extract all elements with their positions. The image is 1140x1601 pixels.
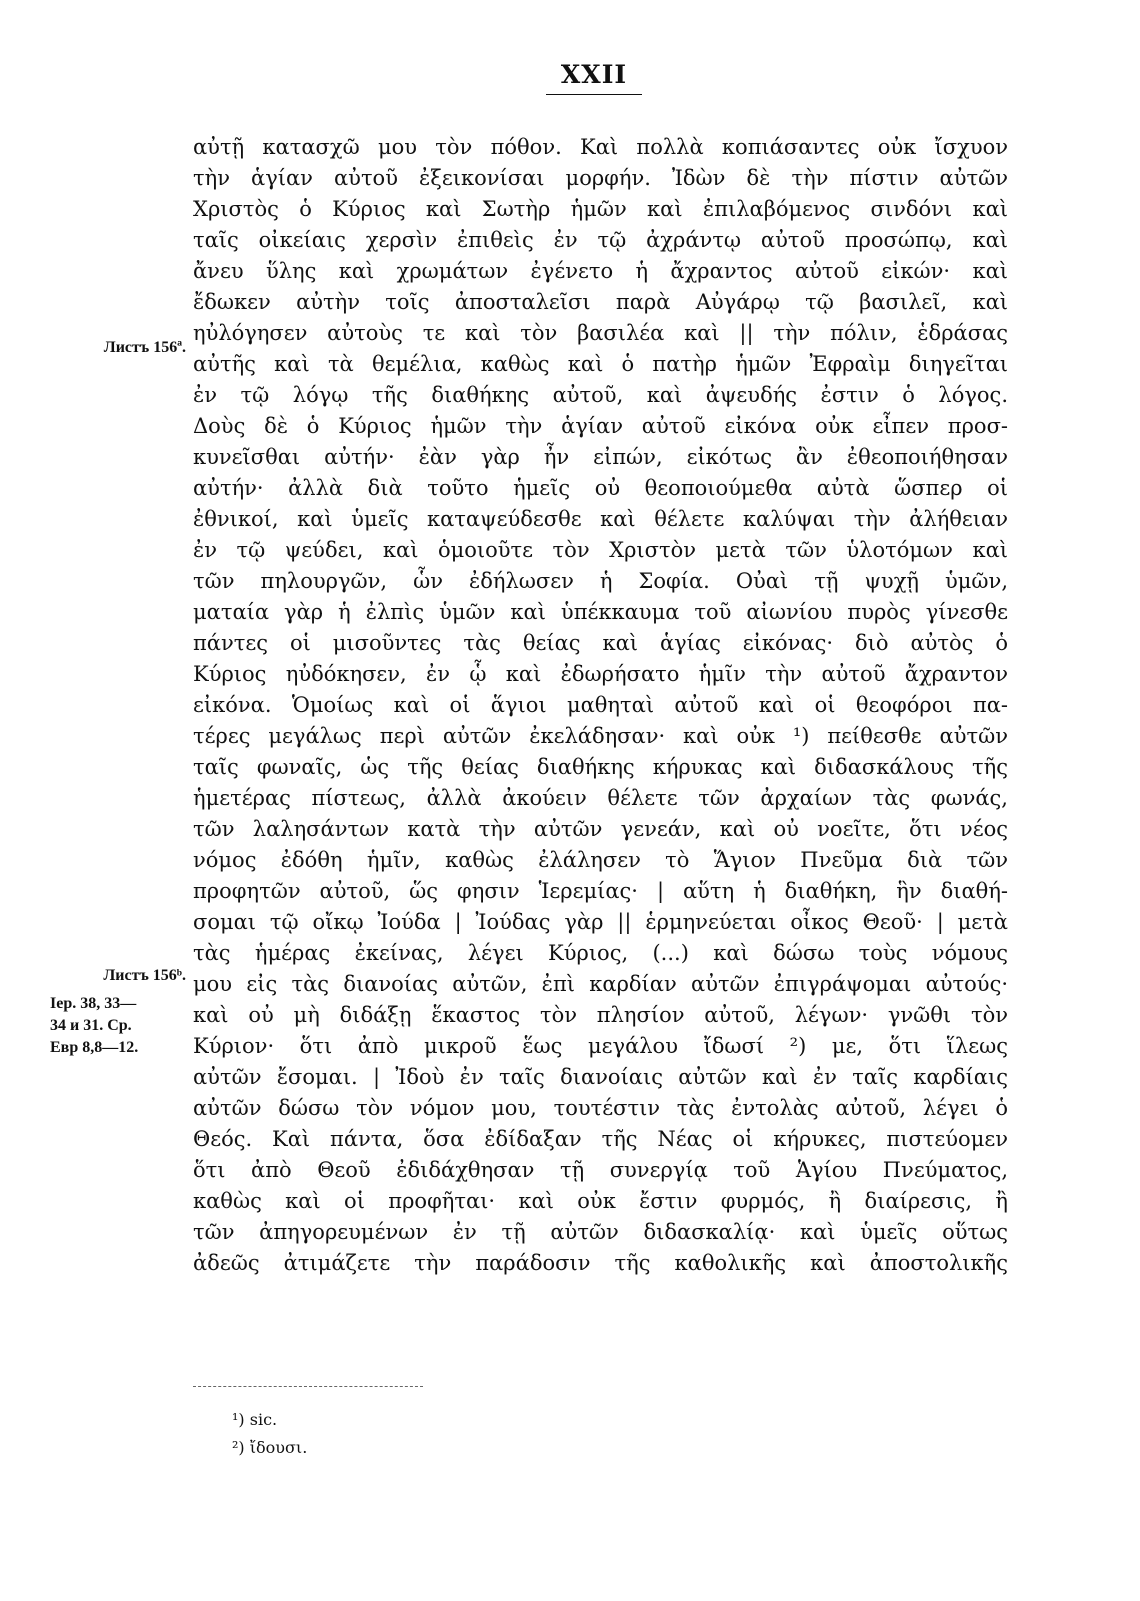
footnote: ¹) sic.	[232, 1410, 278, 1429]
text-line: Κύριον· ὅτι ἀπὸ μικροῦ ἕως μεγάλου ἴδωσί ²) με, ὅτι ἵλεως	[193, 1034, 1008, 1058]
text-line: τέρες μεγάλως περὶ αὐτῶν ἐκελάδησαν· καὶ οὐκ ¹) πείθεσθε αὐτῶν	[193, 724, 1008, 748]
text-line: ἄνευ ὕλης καὶ χρωμάτων ἐγένετο ἡ ἄχραντος αὐτοῦ εἰκών· καὶ	[193, 259, 1008, 283]
text-line: ἀδεῶς ἀτιμάζετε τὴν παράδοσιν τῆς καθολικῆς καὶ ἀποστολικῆς	[193, 1251, 1008, 1275]
text-line: ματαία γὰρ ἡ ἐλπὶς ὑμῶν καὶ ὑπέκκαυμα τοῦ αἰωνίου πυρὸς γίνεσθε	[193, 600, 1008, 624]
text-line: Κύριος ηὐδόκησεν, ἐν ᾧ καὶ ἐδωρήσατο ἡμῖν τὴν αὐτοῦ ἄχραντον	[193, 662, 1008, 686]
text-line: αὐτῶν δώσω τὸν νόμον μου, τουτέστιν τὰς ἐντολὰς αὐτοῦ, λέγει ὁ	[193, 1096, 1008, 1120]
text-line: ὅτι ἀπὸ Θεοῦ ἐδιδάχθησαν τῇ συνεργίᾳ τοῦ Ἁγίου Πνεύματος,	[193, 1158, 1008, 1182]
text-line: ἐν τῷ ψεύδει, καὶ ὁμοιοῦτε τὸν Χριστὸν μετὰ τῶν ὑλοτόμων καὶ	[193, 538, 1008, 562]
text-line: ἐθνικοί, καὶ ὑμεῖς καταψεύδεσθε καὶ θέλετε καλύψαι τὴν ἀλήθειαν	[193, 507, 1008, 531]
body-text	[193, 132, 1008, 1279]
text-line: Θεός. Καὶ πάντα, ὅσα ἐδίδαξαν τῆς Νέας οἱ κήρυκες, πιστεύομεν	[193, 1127, 1008, 1151]
text-line: αὐτῆς καὶ τὰ θεμέλια, καθὼς καὶ ὁ πατὴρ ἡμῶν Ἐφραὶμ διηγεῖται	[193, 352, 1008, 376]
scripture-reference-line: 34 и 31. Ср.	[50, 1017, 132, 1034]
text-line: εἰκόνα. Ὁμοίως καὶ οἱ ἅγιοι μαθηταὶ αὐτοῦ καὶ οἱ θεοφόροι πα-	[193, 693, 1008, 717]
text-line: Δοὺς δὲ ὁ Κύριος ἡμῶν τὴν ἁγίαν αὐτοῦ εἰκόνα οὐκ εἶπεν προσ-	[193, 414, 1008, 438]
text-line: νόμος ἐδόθη ἡμῖν, καθὼς ἐλάλησεν τὸ Ἅγιον Πνεῦμα διὰ τῶν	[193, 848, 1008, 872]
text-line: αὐτῶν ἔσομαι. | Ἰδοὺ ἐν ταῖς διανοίαις αὐτῶν καὶ ἐν ταῖς καρδίαις	[193, 1065, 1008, 1089]
text-line: τῶν ἀπηγορευμένων ἐν τῇ αὐτῶν διδασκαλίᾳ· καὶ ὑμεῖς οὕτως	[193, 1220, 1008, 1244]
footnotes	[232, 1406, 632, 1462]
folio-marker-156a: Листъ 156ª.	[103, 339, 186, 356]
header-rule	[546, 94, 642, 95]
text-line: σομαι τῷ οἴκῳ Ἰούδα | Ἰούδας γὰρ || ἑρμηνεύεται οἶκος Θεοῦ· | μετὰ	[193, 910, 1008, 934]
text-line: ταῖς οἰκείαις χερσὶν ἐπιθεὶς ἐν τῷ ἀχράντῳ αὐτοῦ προσώπῳ, καὶ	[193, 228, 1008, 252]
text-line: τὴν ἁγίαν αὐτοῦ ἐξεικονίσαι μορφήν. Ἰδὼν δὲ τὴν πίστιν αὐτῶν	[193, 166, 1008, 190]
text-line: πάντες οἱ μισοῦντες τὰς θείας καὶ ἁγίας εἰκόνας· διὸ αὐτὸς ὁ	[193, 631, 1008, 655]
text-line: καθὼς καὶ οἱ προφῆται· καὶ οὐκ ἔστιν φυρμός, ἢ διαίρεσις, ἢ	[193, 1189, 1008, 1213]
footnote: ²) ἴδουσι.	[232, 1438, 308, 1457]
text-line: αὐτήν· ἀλλὰ διὰ τοῦτο ἡμεῖς οὐ θεοποιούμεθα αὐτὰ ὥσπερ οἱ	[193, 476, 1008, 500]
scripture-reference	[50, 993, 186, 1059]
text-line: προφητῶν αὐτοῦ, ὥς φησιν Ἱερεμίας· | αὕτη ἡ διαθήκη, ἣν διαθή-	[193, 879, 1008, 903]
text-line: τῶν πηλουργῶν, ὧν ἐδήλωσεν ἡ Σοφία. Οὐαὶ τῇ ψυχῇ ὑμῶν,	[193, 569, 1008, 593]
text-line: τὰς ἡμέρας ἐκείνας, λέγει Κύριος, (...) καὶ δώσω τοὺς νόμους	[193, 941, 1008, 965]
text-line: καὶ οὐ μὴ διδάξῃ ἕκαστος τὸν πλησίον αὐτοῦ, λέγων· γνῶθι τὸν	[193, 1003, 1008, 1027]
text-line: κυνεῖσθαι αὐτήν· ἐὰν γὰρ ἦν εἰπών, εἰκότως ἂν ἐθεοποιήθησαν	[193, 445, 1008, 469]
text-line: αὐτῇ κατασχῶ μου τὸν πόθον. Καὶ πολλὰ κοπιάσαντες οὐκ ἴσχυον	[193, 135, 1008, 159]
folio-marker-156b: Листъ 156ᵇ.	[103, 967, 186, 984]
text-line: ηὐλόγησεν αὐτοὺς τε καὶ τὸν βασιλέα καὶ || τὴν πόλιν, ἑδράσας	[193, 321, 1008, 345]
scripture-reference-line: Евр 8,8—12.	[50, 1039, 139, 1056]
page-number: XXII	[560, 60, 628, 89]
text-line: τῶν λαλησάντων κατὰ τὴν αὐτῶν γενεάν, καὶ οὐ νοεῖτε, ὅτι νέος	[193, 817, 1008, 841]
text-line: ἡμετέρας πίστεως, ἀλλὰ ἀκούειν θέλετε τῶν ἀρχαίων τὰς φωνάς,	[193, 786, 1008, 810]
text-line: Χριστὸς ὁ Κύριος καὶ Σωτὴρ ἡμῶν καὶ ἐπιλαβόμενος σινδόνι καὶ	[193, 197, 1008, 221]
footnote-divider	[193, 1386, 423, 1387]
text-line: ταῖς φωναῖς, ὡς τῆς θείας διαθήκης κήρυκας καὶ διδασκάλους τῆς	[193, 755, 1008, 779]
text-line: ἐν τῷ λόγῳ τῆς διαθήκης αὐτοῦ, καὶ ἀψευδής ἐστιν ὁ λόγος.	[193, 383, 1008, 407]
scripture-reference-line: Іер. 38, 33—	[50, 995, 137, 1012]
text-line: ἔδωκεν αὐτὴν τοῖς ἀποσταλεῖσι παρὰ Αὐγάρῳ τῷ βασιλεῖ, καὶ	[193, 290, 1008, 314]
text-line: μου εἰς τὰς διανοίας αὐτῶν, ἐπὶ καρδίαν αὐτῶν ἐπιγράψομαι αὐτούς·	[193, 972, 1008, 996]
